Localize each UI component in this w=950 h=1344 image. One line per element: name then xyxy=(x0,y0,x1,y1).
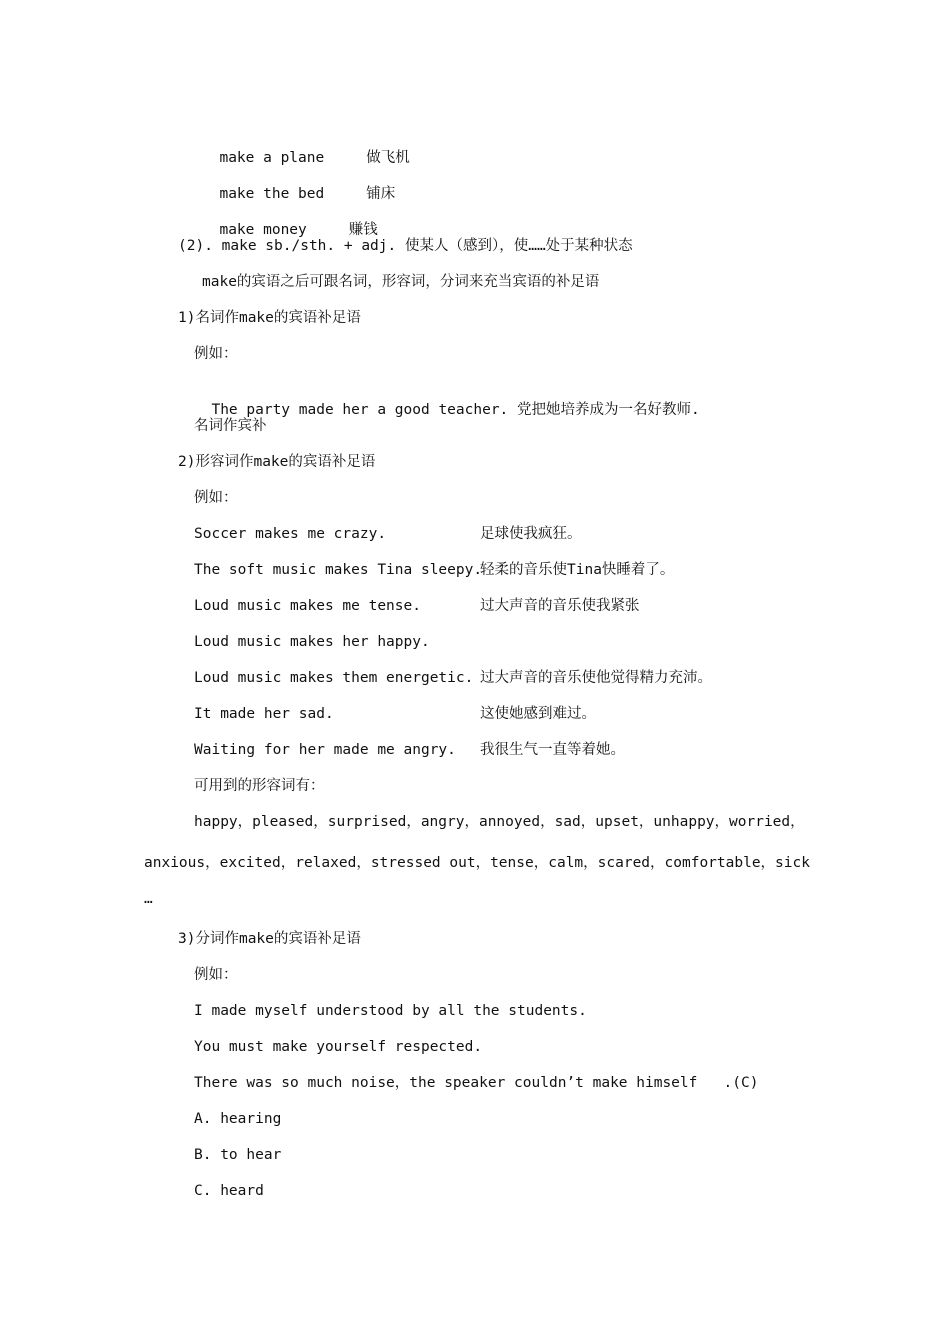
answer-option-a: A. hearing xyxy=(194,1111,282,1127)
part-2-example-en: Waiting for her made me angry. xyxy=(194,742,456,758)
part-1-heading: 1)名词作make的宾语补足语 xyxy=(178,310,361,326)
vocab-zh: 铺床 xyxy=(366,186,396,202)
vocab-en: make money xyxy=(219,222,307,238)
vocab-item-3 xyxy=(202,200,378,238)
part-3-question: There was so much noise，the speaker couldn’t make himself .(C) xyxy=(194,1075,759,1091)
vocab-en: make a plane xyxy=(219,150,325,166)
part-2-heading: 2)形容词作make的宾语补足语 xyxy=(178,454,376,470)
part-2-example-en: Loud music makes me tense. xyxy=(194,598,421,614)
part-2-example-en: Soccer makes me crazy. xyxy=(194,526,387,542)
part-2-example-zh: 足球使我疯狂。 xyxy=(480,526,582,542)
part-2-example-en: Loud music makes them energetic. xyxy=(194,670,474,686)
part-2-example-en: It made her sad. xyxy=(194,706,334,722)
part-3-example-label: 例如： xyxy=(194,967,238,983)
part-3-heading: 3)分词作make的宾语补足语 xyxy=(178,931,361,947)
part-2-example-zh: 过大声音的音乐使我紧张 xyxy=(480,598,640,614)
part-1-example xyxy=(194,380,700,418)
part-3-example: I made myself understood by all the students. xyxy=(194,1003,587,1019)
part-2-example-zh: 过大声音的音乐使他觉得精力充沛。 xyxy=(480,670,712,686)
vocab-en: make the bed xyxy=(219,186,325,202)
part-1-note: 名词作宾补 xyxy=(194,418,267,434)
part-2-example-en: The soft music makes Tina sleepy. xyxy=(194,562,483,578)
adjective-list-line-2: anxious，excited，relaxed，stressed out，tense，calm，scared，comfortable，sick xyxy=(144,855,810,871)
example-en: The party made her a good teacher. xyxy=(211,402,509,418)
part-2-example-zh: 轻柔的音乐使Tina快睡着了。 xyxy=(480,562,675,578)
answer-option-b: B. to hear xyxy=(194,1147,282,1163)
part-3-example: You must make yourself respected. xyxy=(194,1039,483,1055)
adjective-list-line-1: happy，pleased，surprised，angry，annoyed，sad，upset，unhappy，worried， xyxy=(194,814,805,830)
part-2-example-zh: 这使她感到难过。 xyxy=(480,706,596,722)
section-2-heading: (2). make sb./sth. + adj. 使某人（感到），使……处于某种状态 xyxy=(178,238,633,254)
adjective-list-line-3: … xyxy=(144,891,153,907)
part-2-example-label: 例如： xyxy=(194,490,238,506)
example-zh: 党把她培养成为一名好教师. xyxy=(517,402,700,418)
section-2-intro: make的宾语之后可跟名词，形容词，分词来充当宾语的补足语 xyxy=(202,274,600,290)
vocab-zh: 做飞机 xyxy=(366,150,410,166)
part-2-example-zh: 我很生气一直等着她。 xyxy=(480,742,625,758)
answer-option-c: C. heard xyxy=(194,1183,264,1199)
adjective-list-label: 可用到的形容词有： xyxy=(194,778,325,794)
part-2-example-en: Loud music makes her happy. xyxy=(194,634,430,650)
vocab-item-2 xyxy=(202,164,396,202)
vocab-item-1 xyxy=(202,128,410,166)
vocab-zh: 赚钱 xyxy=(348,222,378,238)
part-1-example-label: 例如： xyxy=(194,346,238,362)
